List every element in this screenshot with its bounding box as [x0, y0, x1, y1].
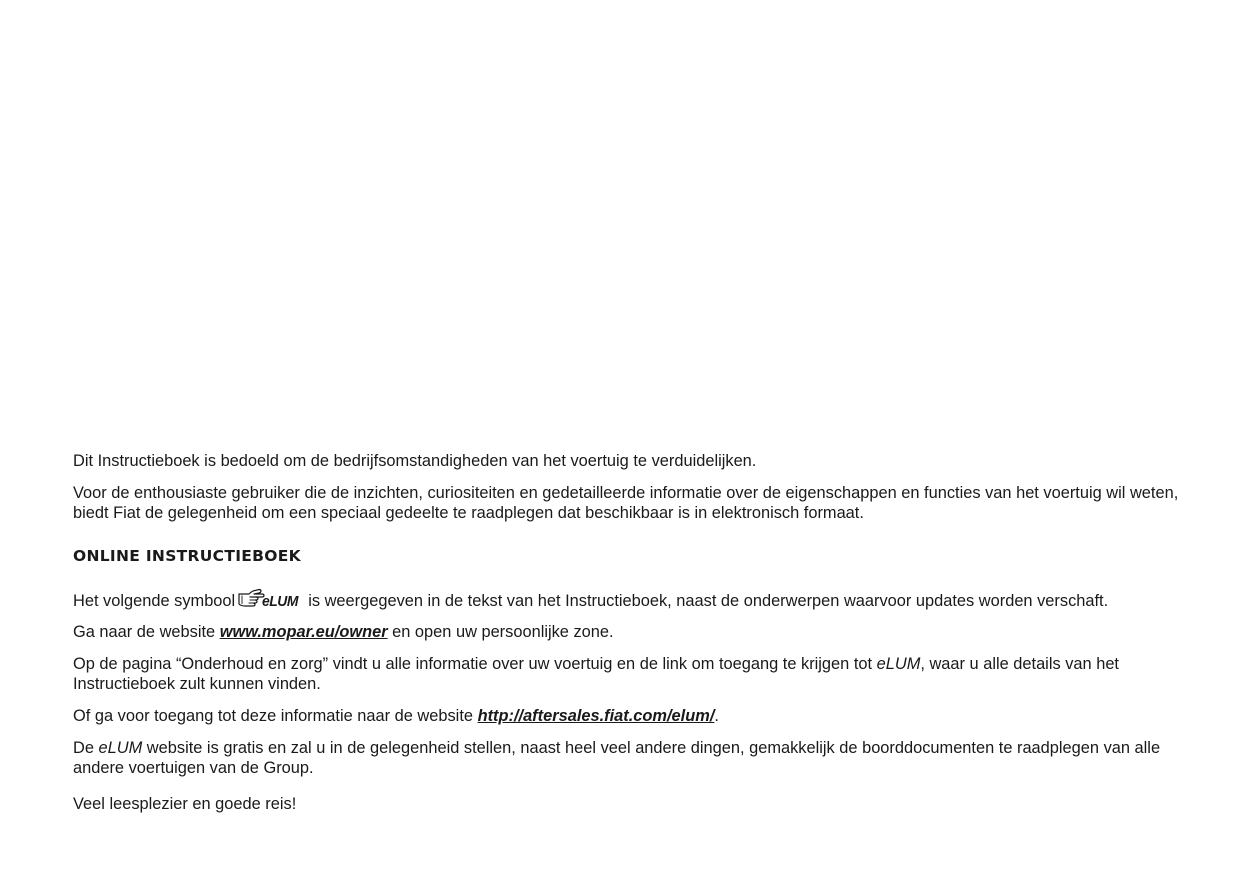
elum-text-before: De [73, 739, 99, 757]
symbol-text-before: Het volgende symbool [73, 592, 236, 610]
intro-paragraph: Dit Instructieboek is bedoeld om de bedrijfsomstandigheden van het voertuig te verduidelijken. [73, 452, 757, 470]
mopar-owner-link[interactable]: www.mopar.eu/owner [219, 623, 388, 641]
enthusiast-paragraph: Voor de enthousiaste gebruiker die de inzichten, curiositeiten en gedetailleerde informatie over de eigenschappen en functies van het voertuig wil weten, biedt Fiat de gelegenheid om een speciaal gedeelte te raadplegen dat beschikbaar is in elektronisch formaat. [73, 484, 1179, 522]
aftersales-paragraph [73, 706, 1203, 726]
elum-logo-text: eLUM [262, 593, 300, 609]
section-heading: ONLINE INSTRUCTIEBOEK [73, 547, 301, 565]
website-text-before: Ga naar de website [73, 623, 220, 641]
elum-website-emphasis: eLUM [98, 739, 143, 757]
website-paragraph [73, 622, 1203, 642]
website-text-after: en open uw persoonlijke zone. [387, 623, 614, 641]
aftersales-text-after: . [714, 707, 719, 725]
closing-paragraph: Veel leesplezier en goede reis! [73, 795, 297, 813]
aftersales-elum-link[interactable]: http://aftersales.fiat.com/elum/ [477, 707, 715, 725]
symbol-text-after: is weergegeven in de tekst van het Instructieboek, naast de onderwerpen waarvoor updates worden verschaft. [308, 592, 1109, 610]
pointing-hand-elum-icon [237, 587, 299, 609]
elum-paragraph [73, 738, 1203, 778]
page-text-after: , waar u alle details van het Instructieboek zult kunnen vinden. [73, 655, 1119, 693]
aftersales-text-before: Of ga voor toegang tot deze informatie naar de website [73, 707, 478, 725]
document-body [73, 451, 1203, 814]
elum-emphasis: eLUM [876, 655, 921, 673]
page-paragraph [73, 654, 1203, 694]
symbol-paragraph [73, 587, 1203, 611]
page-text-before: Op de pagina “Onderhoud en zorg” vindt u alle informatie over uw voertuig en de link om toegang te krijgen tot [73, 655, 877, 673]
elum-text-after: website is gratis en zal u in de gelegenheid stellen, naast heel veel andere dingen, gemakkelijk de boorddocumenten te raadplegen van alle andere voertuigen van de Group. [73, 739, 1161, 777]
